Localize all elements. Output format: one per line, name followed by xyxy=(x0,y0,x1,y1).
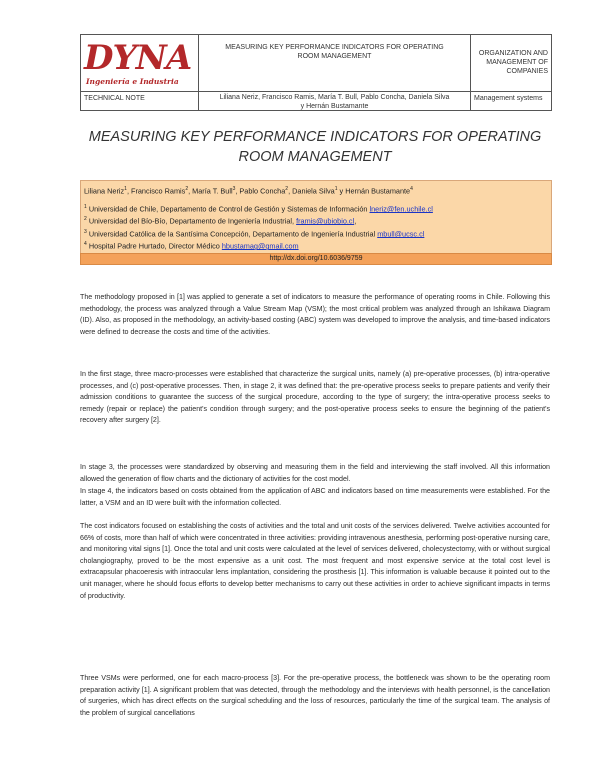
author-box xyxy=(80,180,552,255)
email-link-3[interactable]: mbull@ucsc.cl xyxy=(377,229,425,239)
author-list: Liliana Neriz$^1$, Francisco Ramis$^2$, María T. Bull$^3$, Pablo Concha$^2$, Daniela Silva$^1$ y Hernán Bustamante$^4$ xyxy=(84,186,413,196)
paragraph-3a: In stage 3, the processes were standardized by observing and measuring them in the field and interviewing the staff involved. All this information allowed the generation of flow charts and the dictionary of activities for the cost model. xyxy=(80,463,550,483)
doi-link[interactable]: http://dx.doi.org/10.6036/9759 xyxy=(80,253,552,265)
affiliation-2: $^2$ Universidad del Bío-Bío, Departamento de Ingeniería Industrial, framis@ubiobio.cl, xyxy=(84,216,357,226)
paragraph-2: In the first stage, three macro-processes were established that characterize the surgical units, namely (a) pre-operative processes, (b) intra-operative processes, and (c) post-operative processes. Then, in stage 2, it was defined that: the pre-operative process seeks to prepare patients and verify their admission conditions to guarantee the success of the surgical procedure, according to the type of surgery; the intra-operative process seeks to remedy (repair or replace) the patient's condition through surgery; and the post-operative process seeks to ensure the beginning of the patient's recovery after surgery [2]. xyxy=(80,370,550,425)
logo-cell xyxy=(81,35,199,91)
logo-mark: DYNA xyxy=(84,38,192,78)
paragraph-5: Three VSMs were performed, one for each macro-process [3]. For the pre-operative process, the bottleneck was shown to be the operating room preparation activity [1]. A significant problem that was detected, through the methodology and the interviews with health personnel, is the cancellation of surgeries, which has direct effects on the surgical scheduling and the loss of resources, particularly the time of the surgical team. The analysis of the problem of surgical cancellations xyxy=(80,674,550,717)
header-authors: Liliana Neriz, Francisco Ramis, María T. Bull, Pablo Concha, Daniela Silva y Hernán Bustamante xyxy=(199,92,471,110)
affiliation-4: $^4$ Hospital Padre Hurtado, Director Médico hbustamag@gmail.com xyxy=(84,241,299,251)
header-category: ORGANIZATION AND MANAGEMENT OF COMPANIES xyxy=(478,50,548,75)
paragraph-3b: In stage 4, the indicators based on costs obtained from the application of ABC and indicators based on time measurements were established. For the latter, a VSM and an ID were built with the information collected. xyxy=(80,487,550,507)
email-link-2[interactable]: framis@ubiobio.cl xyxy=(296,216,355,226)
affiliation-3: $^3$ Universidad Católica de la Santísima Concepción, Departamento de Ingeniería Industrial mbull@ucsc.cl xyxy=(84,229,425,239)
header-paper-title: MEASURING KEY PERFORMANCE INDICATORS FOR OPERATING ROOM MANAGEMENT xyxy=(199,35,471,91)
journal-header xyxy=(80,34,552,111)
affiliation-1: $^1$ Universidad de Chile, Departamento de Control de Gestión y Sistemas de Información lneriz@fen.uchile.cl xyxy=(84,204,433,214)
subject-area: Management systems xyxy=(474,95,543,102)
paper-title: MEASURING KEY PERFORMANCE INDICATORS FOR OPERATING ROOM MANAGEMENT xyxy=(88,129,542,165)
paragraph-1: The methodology proposed in [1] was applied to generate a set of indicators to measure the performance of operating rooms in Chile. Following this methodology, the process was analyzed through a Value Stream Map (VSM); the most critical problem was analyzed through an Ishikawa Diagram (ID). Also, as proposed in the methodology, an activity-based costing (ABC) system was developed to improve the analysis, and time-based indicators were defined to decrease the costs and time of the activities. xyxy=(80,293,550,336)
paragraph-4: The cost indicators focused on establishing the costs of activities and the total and unit costs of the services delivered. Twelve activities accounted for 66% of costs, more than half of which were concentrated in three activities: providing intravenous anesthesia, performing post-operative nursing care, and monitoring vital signs [1]. Once the total and unit costs were calculated at the level of services delivered, cholecystectomy, with or without surgical cholangiography, proved to be the most expensive as a unit cost. The most frequent and most expensive service at the total cost level is extracapsular phacoeresis with intraocular lens implantation, considering the prosthesis [1]. This information is valuable because it pointed out to the unit manager, where he should focus efforts to develop better mechanisms to carry out these activities in order to achieve significant impacts in terms of productivity. xyxy=(80,522,550,600)
journal-logo xyxy=(84,39,195,89)
email-link-4[interactable]: hbustamag@gmail.com xyxy=(221,241,299,251)
email-link-1[interactable]: lneriz@fen.uchile.cl xyxy=(369,204,433,214)
note-type: TECHNICAL NOTE xyxy=(81,92,199,110)
logo-subtitle: Ingeniería e Industria xyxy=(86,77,179,86)
